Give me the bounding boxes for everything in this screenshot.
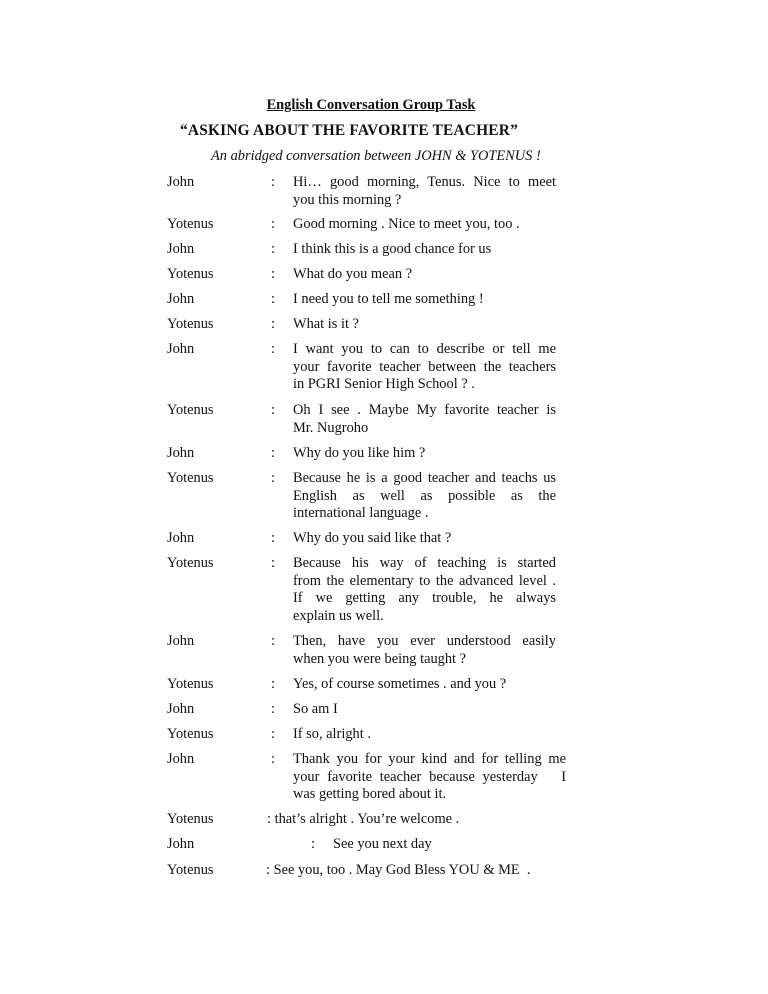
dialogue-line: : See you, too . May God Bless YOU & ME . (266, 862, 531, 878)
dialogue-line: Good morning . Nice to meet you, too . (293, 216, 520, 232)
document-subtitle: “ASKING ABOUT THE FAVORITE TEACHER” (180, 122, 518, 139)
dialogue-line: What is it ? (293, 316, 359, 332)
dialogue-line: Because he is a good teacher and teachs us (293, 470, 556, 486)
separator-colon: : (271, 316, 275, 332)
dialogue-line: your favorite teacher between the teachers (293, 358, 556, 375)
separator-colon: : (271, 701, 275, 717)
separator-colon: : (271, 291, 275, 307)
separator-colon: : (271, 726, 275, 742)
dialogue-line: Why do you said like that ? (293, 530, 452, 546)
separator-colon: : (271, 633, 275, 649)
dialogue-line: Yes, of course sometimes . and you ? (293, 676, 507, 692)
dialogue-line: Then, have you ever understood easily (293, 633, 556, 649)
dialogue-line: English as well as possible as the (293, 487, 556, 504)
separator-colon: : (271, 445, 275, 461)
speaker-name: John (167, 445, 195, 461)
separator-colon: : (271, 555, 275, 571)
dialogue-line: Oh I see . Maybe My favorite teacher is (293, 402, 556, 418)
speaker-name: John (167, 174, 195, 190)
speaker-name: Yotenus (167, 470, 214, 486)
separator-colon: : (271, 174, 275, 190)
document-intro: An abridged conversation between JOHN & YOTENUS ! (211, 148, 541, 164)
speaker-name: John (167, 341, 195, 357)
dialogue-line: What do you mean ? (293, 266, 413, 282)
dialogue-line: : that’s alright . You’re welcome . (267, 811, 460, 827)
speaker-name: John (167, 241, 195, 257)
dialogue-line: If we getting any trouble, he always (293, 590, 556, 607)
dialogue-line: : See you next day (311, 836, 432, 852)
dialogue-line: international language . (293, 505, 429, 522)
speaker-name: John (167, 291, 195, 307)
dialogue-line: you this morning ? (293, 191, 402, 208)
speaker-name: Yotenus (167, 316, 214, 332)
separator-colon: : (271, 676, 275, 692)
speaker-name: Yotenus (167, 266, 214, 282)
document-title: English Conversation Group Task (266, 97, 476, 113)
dialogue-line: your favorite teacher because yesterday I (293, 768, 566, 785)
speaker-name: John (167, 701, 195, 717)
speaker-name: Yotenus (167, 216, 214, 232)
dialogue-line: in PGRI Senior High School ? . (293, 376, 475, 393)
speaker-name: John (167, 836, 195, 852)
speaker-name: Yotenus (167, 862, 214, 878)
speaker-name: John (167, 751, 195, 767)
separator-colon: : (271, 470, 275, 486)
dialogue-line: explain us well. (293, 607, 384, 624)
dialogue-line: If so, alright . (293, 726, 371, 742)
separator-colon: : (271, 241, 275, 257)
dialogue-line: I want you to can to describe or tell me (293, 341, 556, 357)
dialogue-line: I think this is a good chance for us (293, 241, 492, 257)
dialogue-line: from the elementary to the advanced level . (293, 572, 556, 589)
dialogue-line: Why do you like him ? (293, 445, 426, 461)
separator-colon: : (271, 402, 275, 418)
separator-colon: : (271, 266, 275, 282)
speaker-name: Yotenus (167, 811, 214, 827)
speaker-name: Yotenus (167, 402, 214, 418)
separator-colon: : (271, 751, 275, 767)
dialogue-line: Mr. Nugroho (293, 419, 369, 436)
dialogue-line: was getting bored about it. (293, 786, 447, 803)
speaker-name: John (167, 530, 195, 546)
separator-colon: : (271, 216, 275, 232)
separator-colon: : (271, 530, 275, 546)
dialogue-line: Because his way of teaching is started (293, 555, 556, 571)
separator-colon: : (271, 341, 275, 357)
dialogue-line: So am I (293, 701, 338, 717)
speaker-name: John (167, 633, 195, 649)
speaker-name: Yotenus (167, 676, 214, 692)
dialogue-line: Thank you for your kind and for telling me (293, 751, 566, 767)
speaker-name: Yotenus (167, 555, 214, 571)
dialogue-line: I need you to tell me something ! (293, 291, 484, 307)
dialogue-line: Hi… good morning, Tenus. Nice to meet (293, 174, 556, 190)
dialogue-line: when you were being taught ? (293, 650, 467, 667)
speaker-name: Yotenus (167, 726, 214, 742)
